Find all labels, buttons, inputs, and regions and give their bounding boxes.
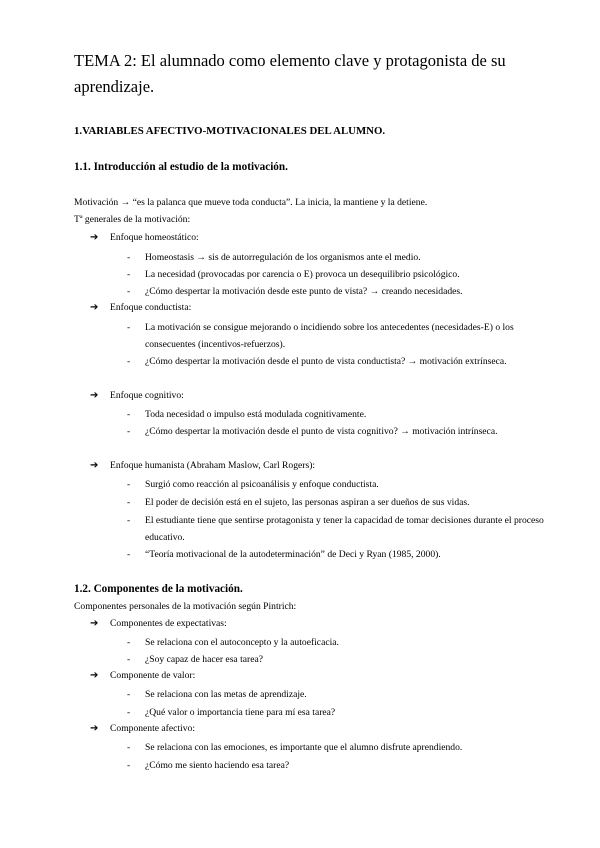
dash-bullet-icon: - — [127, 322, 131, 333]
approach-label: Enfoque cognitivo: — [110, 390, 184, 401]
list-item-text: “Teoría motivacional de la autodeterminación” de Deci y Ryan (1985, 2000). — [145, 549, 441, 560]
dash-bullet-icon: - — [127, 497, 131, 508]
list-item — [127, 634, 547, 651]
list-item — [127, 757, 547, 774]
list-item — [127, 476, 547, 493]
arrow-bullet-icon: ➔ — [90, 302, 99, 313]
list-item — [127, 406, 547, 423]
approach-item — [90, 302, 191, 314]
subsection-heading-motivation: 1.1. Introducción al estudio de la motivación. — [74, 161, 288, 173]
arrow-bullet-icon: ➔ — [90, 390, 99, 401]
list-item — [127, 423, 547, 440]
list-item-text: Se relaciona con las metas de aprendizaje. — [145, 689, 307, 700]
approach-label: Enfoque humanista (Abraham Maslow, Carl Rogers): — [110, 460, 316, 471]
dash-bullet-icon: - — [127, 760, 131, 771]
list-item-text: ¿Cómo despertar la motivación desde el punto de vista conductista? → motivación extrínseca. — [145, 356, 507, 367]
dash-bullet-icon: - — [127, 479, 131, 490]
component-item — [90, 618, 227, 630]
component-label: Componentes de expectativas: — [110, 618, 227, 629]
list-item-text: ¿Soy capaz de hacer esa tarea? — [145, 654, 263, 665]
list-item — [127, 704, 547, 721]
list-item-text: La motivación se consigue mejorando o incidiendo sobre los antecedentes (necesidades-E) o los consecuentes (incentivos-refuerzos). — [145, 322, 514, 350]
list-item — [127, 249, 547, 266]
list-item-text: Se relaciona con las emociones, es importante que el alumno disfrute aprendiendo. — [145, 742, 463, 753]
list-item — [127, 494, 547, 511]
dash-bullet-icon: - — [127, 269, 131, 280]
list-item — [127, 651, 547, 668]
approach-item — [90, 460, 315, 472]
list-item — [127, 546, 547, 563]
arrow-bullet-icon: ➔ — [90, 460, 99, 471]
list-item-text: ¿Cómo despertar la motivación desde el punto de vista cognitivo? → motivación intrínseca. — [145, 426, 498, 437]
list-item — [127, 283, 547, 300]
approach-item — [90, 390, 184, 402]
list-item-text: ¿Cómo despertar la motivación desde este punto de vista? → creando necesidades. — [145, 286, 463, 297]
page-title: TEMA 2: El alumnado como elemento clave y protagonista de su aprendizaje. — [74, 51, 506, 96]
list-item-text: La necesidad (provocadas por carencia o E) provoca un desequilibrio psicológico. — [145, 269, 460, 280]
approach-item — [90, 232, 199, 244]
arrow-bullet-icon: ➔ — [90, 618, 99, 629]
subsection-heading-components: 1.2. Componentes de la motivación. — [74, 583, 243, 595]
arrow-bullet-icon: ➔ — [90, 670, 99, 681]
list-item-text: El poder de decisión está en el sujeto, las personas aspiran a ser dueños de sus vidas. — [145, 497, 470, 508]
list-item — [127, 512, 547, 546]
component-item — [90, 723, 195, 735]
motivation-definition: Motivación → “es la palanca que mueve toda conducta”. La inicia, la mantiene y la detiene. — [74, 197, 428, 208]
dash-bullet-icon: - — [127, 426, 131, 437]
approach-label: Enfoque conductista: — [110, 302, 192, 313]
list-item-text: Surgió como reacción al psicoanálisis y enfoque conductista. — [145, 479, 379, 490]
dash-bullet-icon: - — [127, 742, 131, 753]
general-theories-intro: Tª generales de la motivación: — [74, 214, 191, 225]
dash-bullet-icon: - — [127, 286, 131, 297]
section-heading: 1.VARIABLES AFECTIVO-MOTIVACIONALES DEL ALUMNO. — [74, 125, 386, 137]
component-label: Componente de valor: — [110, 670, 196, 681]
dash-bullet-icon: - — [127, 707, 131, 718]
dash-bullet-icon: - — [127, 356, 131, 367]
dash-bullet-icon: - — [127, 409, 131, 420]
dash-bullet-icon: - — [127, 515, 131, 526]
component-label: Componente afectivo: — [110, 723, 195, 734]
list-item-text: El estudiante tiene que sentirse protagonista y tener la capacidad de tomar decisiones durante el proceso educativo. — [145, 515, 544, 543]
dash-bullet-icon: - — [127, 637, 131, 648]
list-item — [127, 266, 547, 283]
approach-label: Enfoque homeostático: — [110, 232, 199, 243]
list-item — [127, 739, 547, 756]
list-item-text: Toda necesidad o impulso está modulada cognitivamente. — [145, 409, 367, 420]
list-item-text: Homeostasis → sis de autorregulación de los organismos ante el medio. — [145, 252, 421, 263]
dash-bullet-icon: - — [127, 549, 131, 560]
dash-bullet-icon: - — [127, 689, 131, 700]
dash-bullet-icon: - — [127, 252, 131, 263]
list-item — [127, 319, 547, 353]
components-intro: Componentes personales de la motivación según Pintrich: — [74, 601, 297, 612]
list-item — [127, 686, 547, 703]
arrow-bullet-icon: ➔ — [90, 232, 99, 243]
list-item-text: Se relaciona con el autoconcepto y la autoeficacia. — [145, 637, 339, 648]
list-item — [127, 353, 547, 370]
arrow-bullet-icon: ➔ — [90, 723, 99, 734]
component-item — [90, 670, 195, 682]
list-item-text: ¿Qué valor o importancia tiene para mí esa tarea? — [145, 707, 336, 718]
dash-bullet-icon: - — [127, 654, 131, 665]
list-item-text: ¿Cómo me siento haciendo esa tarea? — [145, 760, 290, 771]
